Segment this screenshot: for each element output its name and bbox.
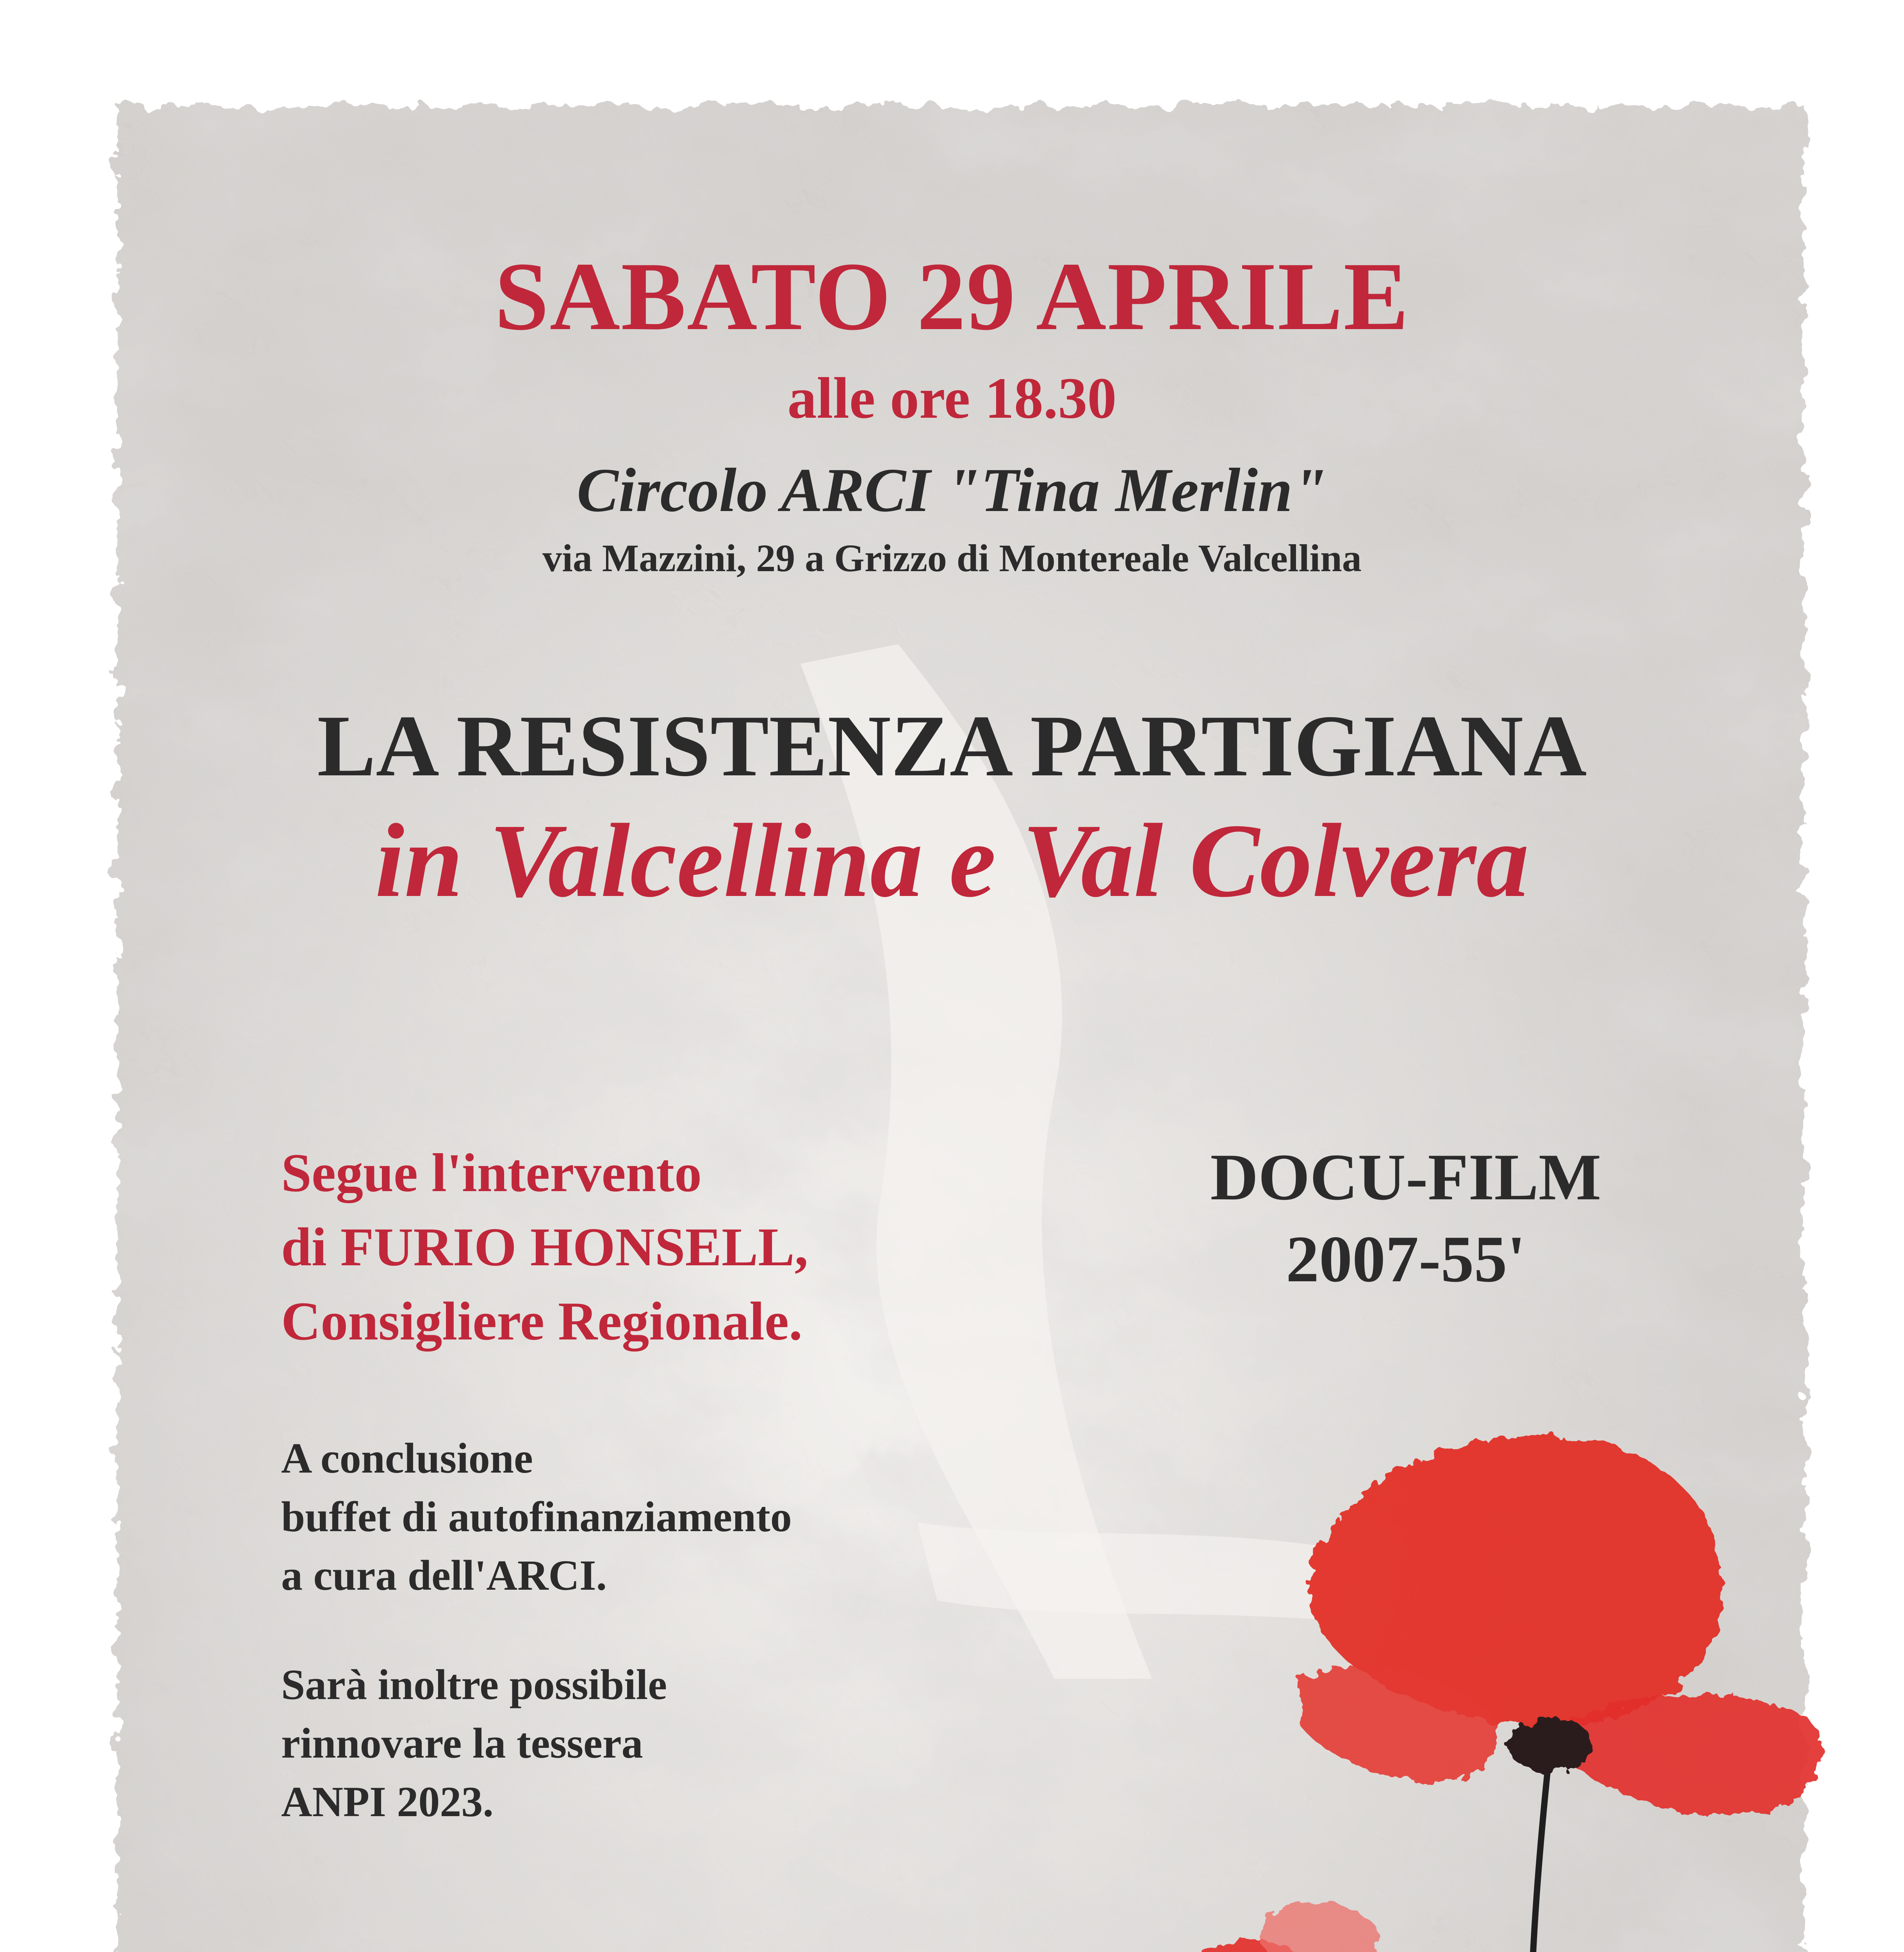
- venue-address: via Mazzini, 29 a Grizzo di Montereale Valcellina: [0, 535, 1904, 582]
- main-subtitle: in Valcellina e Val Colvera: [0, 800, 1904, 921]
- docu-film-label: DOCU-FILM: [1132, 1136, 1679, 1218]
- membership-line-3: ANPI 2023.: [281, 1772, 667, 1831]
- membership-line-2: rinnovare la tessera: [281, 1714, 667, 1772]
- buffet-line-1: A conclusione: [281, 1429, 792, 1487]
- buffet-line-2: buffet di autofinanziamento: [281, 1487, 792, 1546]
- membership-line-1: Sarà inoltre possibile: [281, 1655, 667, 1714]
- intervention-line-1: Segue l'intervento: [281, 1136, 808, 1210]
- intervention-line-2: di FURIO HONSELL,: [281, 1210, 808, 1284]
- buffet-line-3: a cura dell'ARCI.: [281, 1546, 792, 1605]
- venue-name: Circolo ARCI "Tina Merlin": [0, 453, 1904, 527]
- docu-film-year-duration: 2007-55': [1132, 1218, 1679, 1300]
- event-time: alle ore 18.30: [0, 363, 1904, 433]
- main-title: LA RESISTENZA PARTIGIANA: [0, 695, 1904, 796]
- event-date: SABATO 29 APRILE: [0, 242, 1904, 351]
- intervention-line-3: Consigliere Regionale.: [281, 1284, 808, 1359]
